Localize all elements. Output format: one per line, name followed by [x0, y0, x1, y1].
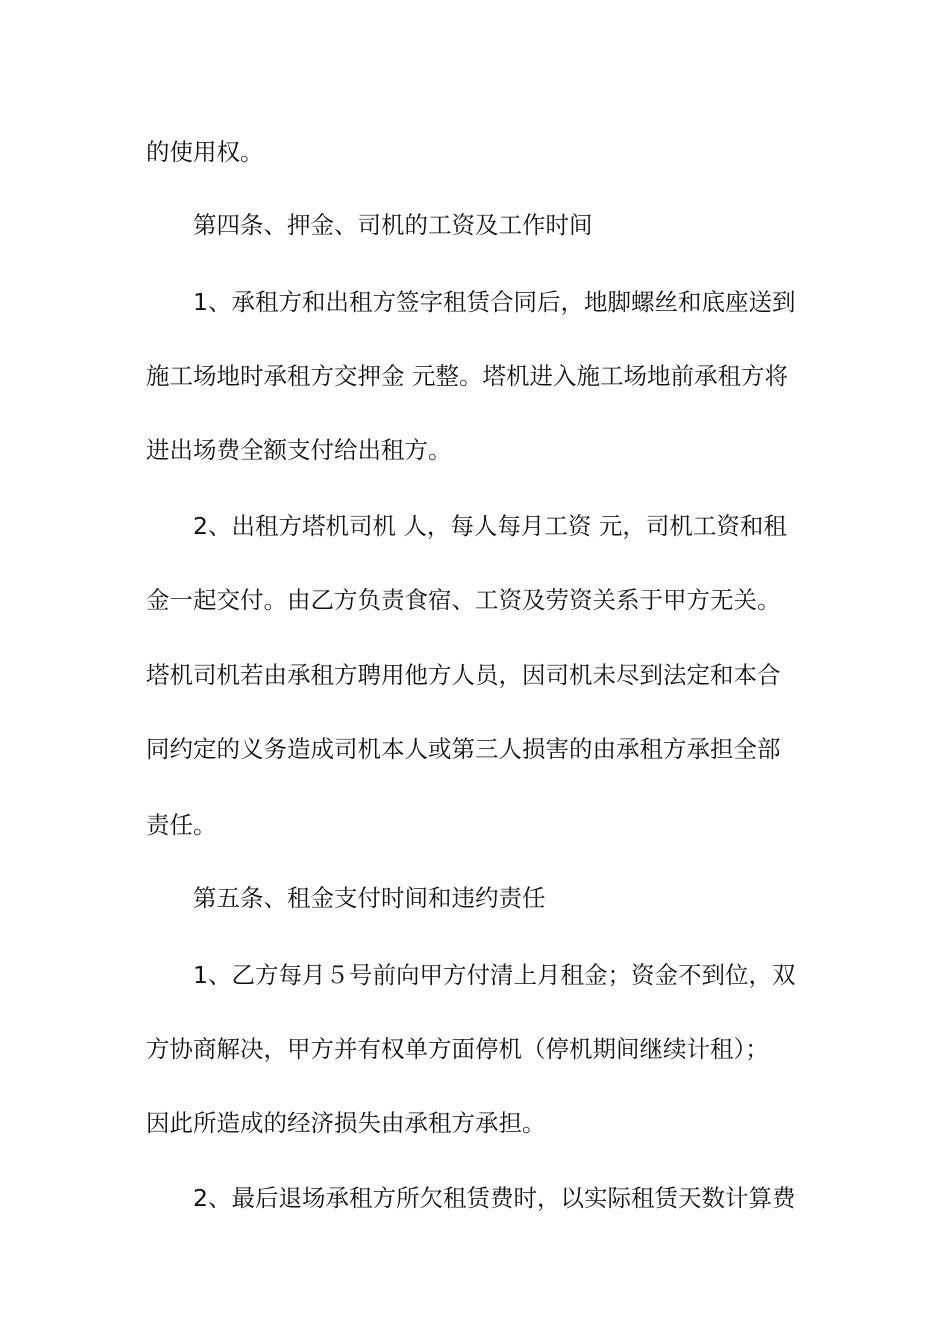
text-line-1: 的使用权。 — [146, 138, 264, 166]
text-line-9: 同约定的义务造成司机本人或第三人损害的由承租方承担全部 — [146, 735, 781, 763]
text-line-14: 因此所造成的经济损失由承租方承担。 — [146, 1109, 546, 1137]
section-heading-4: 第四条、押金、司机的工资及工作时间 — [193, 211, 593, 239]
text-line-15: 2、最后退场承租方所欠租赁费时，以实际租赁天数计算费 — [193, 1184, 796, 1212]
text-line-7: 金一起交付。由乙方负责食宿、工资及劳资关系于甲方无关。 — [146, 586, 781, 614]
text-line-12: 1、乙方每月５号前向甲方付清上月租金；资金不到位，双 — [193, 961, 796, 989]
text-line-4: 施工场地时承租方交押金 元整。塔机进入施工场地前承租方将 — [146, 362, 788, 390]
section-heading-5: 第五条、租金支付时间和违约责任 — [193, 884, 546, 912]
text-line-10: 责任。 — [146, 811, 217, 839]
text-line-3: 1、承租方和出租方签字租赁合同后，地脚螺丝和底座送到 — [193, 288, 796, 316]
text-line-6: 2、出租方塔机司机 人，每人每月工资 元，司机工资和租 — [193, 512, 787, 540]
text-line-5: 进出场费全额支付给出租方。 — [146, 436, 452, 464]
text-line-13: 方协商解决，甲方并有权单方面停机（停机期间继续计租）； — [146, 1035, 769, 1063]
text-line-8: 塔机司机若由承租方聘用他方人员，因司机未尽到法定和本合 — [146, 661, 781, 689]
